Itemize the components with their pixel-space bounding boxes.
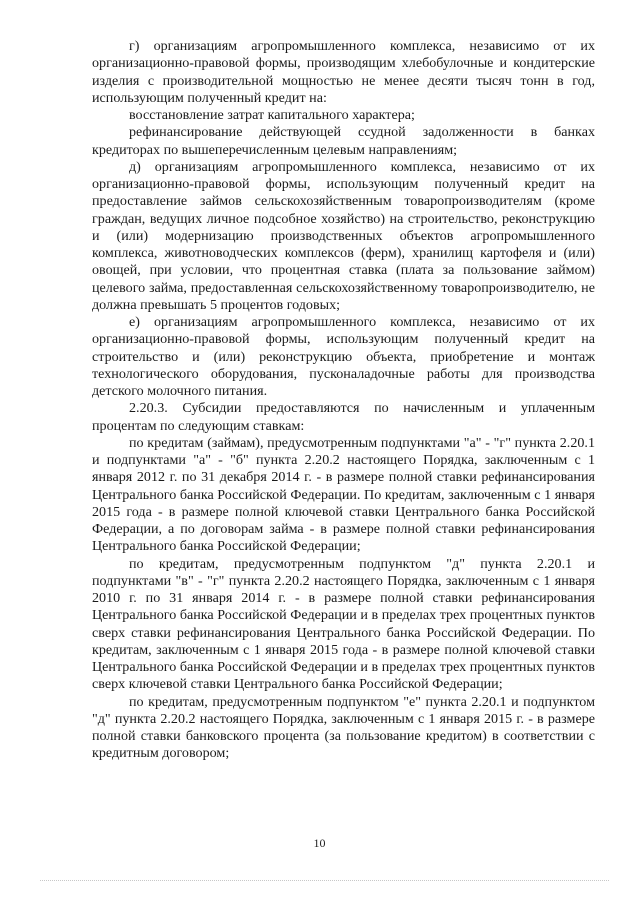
paragraph-rates-a-g: по кредитам (займам), предусмотренным подпунктами "а" - "г" пункта 2.20.1 и подпунктами "а" - "б" пункта 2.20.2 настоящего Порядка, заключенным с 1 января 2012 г. по 31 декабря 2014 г. - в размере полной ставки рефинансирования Центрального банка Российской Федерации. По кредитам, заключенным с 1 января 2015 года - в размере полной ключевой ставки Центрального банка Российской Федерации, а по договорам займа - в размере полной ставки рефинансирования Центрального банка Российской Федерации; — [92, 434, 595, 555]
scan-edge-line — [40, 880, 609, 881]
document-body — [92, 38, 595, 763]
paragraph-e: е) организациям агропромышленного комплекса, независимо от их организационно-правовой формы, использующим полученный кредит на строительство и (или) реконструкцию объекта, приобретение и монтаж технологического оборудования, пусконаладочные работы для производства детского молочного питания. — [92, 314, 595, 399]
paragraph-2-20-3: 2.20.3. Субсидии предоставляются по начисленным и уплаченным процентам по следующим ставкам: — [92, 400, 595, 434]
paragraph-capital-costs: восстановление затрат капитального характера; — [129, 107, 415, 123]
paragraph-rates-d: по кредитам, предусмотренным подпунктом "д" пункта 2.20.1 и подпунктами "в" - "г" пункта 2.20.2 настоящего Порядка, заключенным с 1 января 2010 г. по 31 января 2014 г. - в размере полной ставки рефинансирования Центрального банка Российской Федерации и в пределах трех процентных пунктов сверх ставки рефинансирования Центрального банка Российской Федерации. По кредитам, заключенным с 1 января 2015 года - в размере полной ключевой ставки Центрального банка Российской Федерации и в пределах трех процентных пунктов сверх ключевой ставки Центрального банка Российской Федерации; — [92, 555, 595, 693]
paragraph-rates-e: по кредитам, предусмотренным подпунктом "е" пункта 2.20.1 и подпунктом "д" пункта 2.20.2 настоящего Порядка, заключенным с 1 января 2015 г. - в размере полной ставки банковского процента (за пользование кредитом) в соответствии с кредитным договором; — [92, 693, 595, 762]
paragraph-d: д) организациям агропромышленного комплекса, независимо от их организационно-правовой формы, использующим полученный кредит на предоставление займов сельскохозяйственным товаропроизводителям (кроме граждан, ведущих личное подсобное хозяйство) на строительство, реконструкцию и (или) модернизацию производственных объектов агропромышленного комплекса, животноводческих комплексов (ферм), хранилищ картофеля и (или) овощей, при условии, что процентная ставка (плата за пользование займом) целевого займа, предоставленная сельскохозяйственному товаропроизводителю, не должна превышать 5 процентов годовых; — [92, 158, 595, 313]
page-number: 10 — [313, 836, 326, 850]
paragraph-g: г) организациям агропромышленного комплекса, независимо от их организационно-правовой формы, производящим хлебобулочные и кондитерские изделия с производительной мощностью не менее десяти тысяч тонн в год, использующим полученный кредит на: — [92, 38, 595, 106]
paragraph-refinancing: рефинансирование действующей ссудной задолженности в банках кредиторах по вышеперечисленным целевым направлениям; — [92, 124, 595, 158]
